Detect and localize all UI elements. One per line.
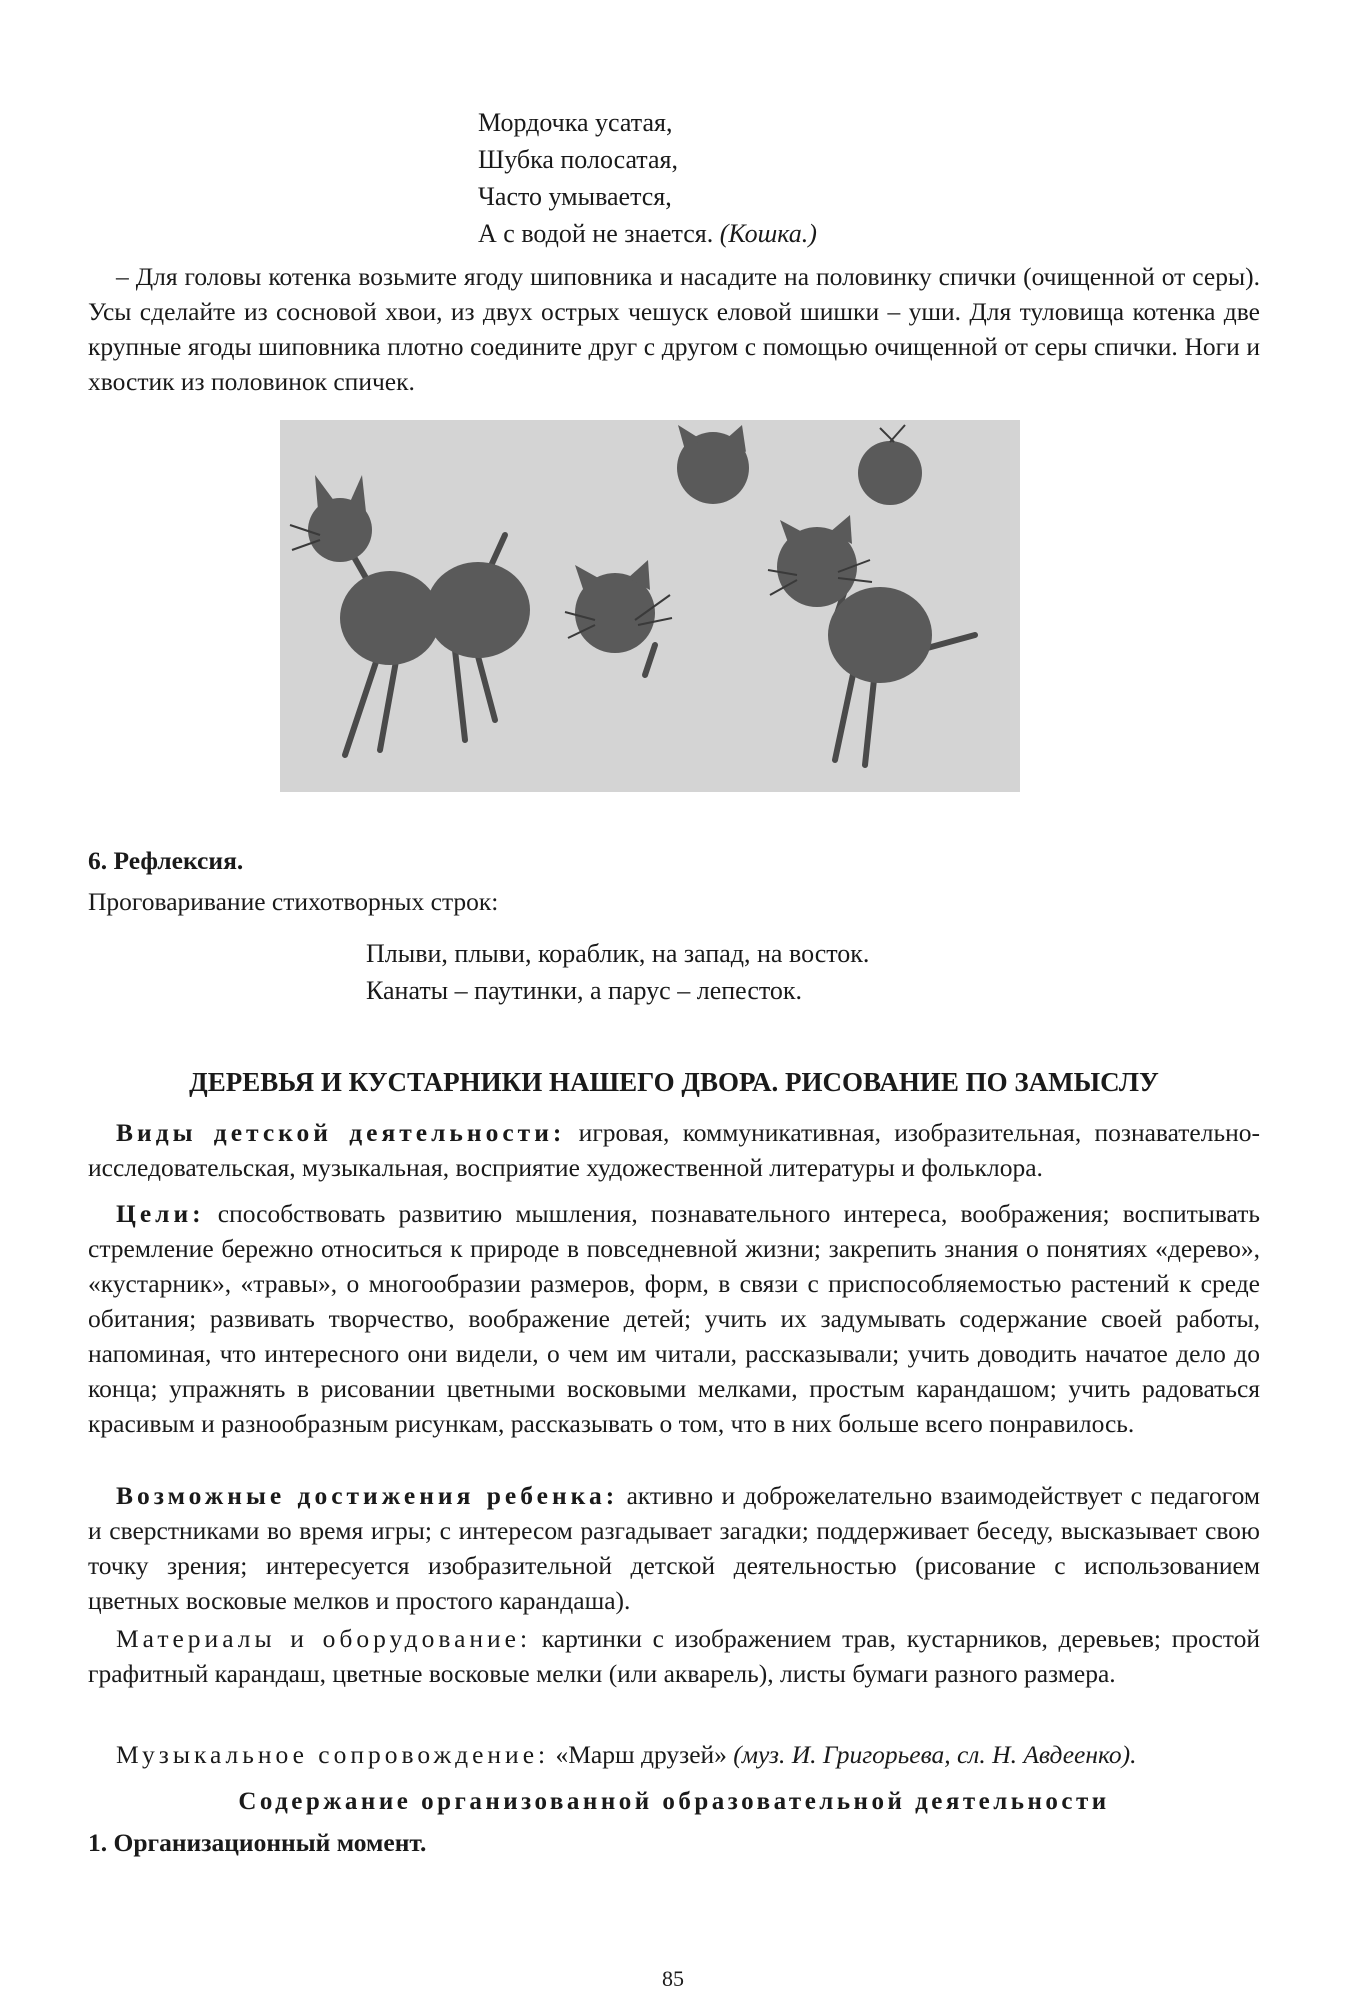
achievements-label: Возможные достижения ребенка: [116, 1481, 619, 1510]
riddle-line: А с водой не знается. (Кошка.) [478, 219, 817, 248]
page-number: 85 [662, 1966, 684, 1991]
music-paragraph [88, 1737, 1260, 1772]
goals-paragraph [88, 1196, 1260, 1441]
achievements-text: активно и доброжелательно взаимодействует с педагогом и сверстниками во время игры; с интересом разгадывает загадки; поддерживает беседу, высказывает свою точку зрения; интересуется изобразительной детской деятельностью (рисование с использованием цветных восковые мелков и простого карандаша). [88, 1481, 1261, 1615]
goals-label: Цели: [116, 1199, 205, 1228]
reflection-heading: 6. Рефлексия. [88, 846, 244, 875]
org-moment-heading: 1. Организационный момент. [88, 1828, 427, 1857]
activities-text: игровая, коммуникативная, изобразительная, познавательно-исследовательская, музыкальная, восприятие художественной литературы и фольклора. [88, 1118, 1260, 1182]
materials-label: Материалы и оборудование: [116, 1624, 532, 1653]
materials-text: картинки с изображением трав, кустарников, деревьев; простой графитный карандаш, цветные восковые мелки (или акварель), листы бумаги разного размера. [88, 1624, 1261, 1688]
boat-poem-line: Плыви, плыви, кораблик, на запад, на восток. [366, 939, 870, 968]
activities-label: Виды детской деятельности: [116, 1118, 566, 1147]
music-text: «Марш друзей» [549, 1740, 727, 1769]
riddle-poem [478, 104, 817, 252]
content-heading: Содержание организованной образовательной деятельности [238, 1788, 1110, 1815]
riddle-line: Шубка полосатая, [478, 145, 678, 174]
rosehip-kittens-photo [280, 420, 1020, 792]
achievements-paragraph [88, 1478, 1260, 1618]
boat-poem-line: Канаты – паутинки, а парус – лепесток. [366, 976, 803, 1005]
activities-paragraph [88, 1115, 1260, 1185]
riddle-answer: (Кошка.) [719, 219, 817, 248]
reflection-intro: Проговаривание стихотворных строк: [88, 887, 499, 916]
riddle-line: Мордочка усатая, [478, 108, 673, 137]
music-credit: (муз. И. Григорьева, сл. Н. Авдеенко). [726, 1740, 1137, 1769]
boat-poem [366, 935, 869, 1009]
section-title: ДЕРЕВЬЯ И КУСТАРНИКИ НАШЕГО ДВОРА. РИСОВАНИЕ ПО ЗАМЫСЛУ [189, 1067, 1159, 1097]
music-label: Музыкальное сопровождение: [116, 1740, 550, 1769]
goals-text: способствовать развитию мышления, познавательного интереса, воображения; воспитывать стремление бережно относиться к природе в повседневной жизни; закрепить знания о понятиях «дерево», «кустарник», «травы», о многообразии размеров, форм, в связи с приспособляемостью растений к среде обитания; развивать творчество, воображение детей; учить их задумывать содержание своей работы, напоминая, что интересного они видели, о чем им читали, рассказывали; учить доводить начатое дело до конца; упражнять в рисовании цветными восковыми мелками, простым карандашом; учить радоваться красивым и разнообразным рисункам, рассказывать о том, что в них больше всего понравилось. [88, 1199, 1260, 1438]
riddle-line: Часто умывается, [478, 182, 672, 211]
craft-instructions: – Для головы котенка возьмите ягоду шиповника и насадите на половинку спички (очищенной от серы). Усы сделайте из сосновой хвои, из двух острых чешуск еловой шишки – уши. Для туловища котенка две крупные ягоды шиповника плотно соедините друг с другом с помощью очищенной от серы спички. Ноги и хвостик из половинок спичек. [88, 262, 1260, 396]
materials-paragraph [88, 1621, 1260, 1691]
